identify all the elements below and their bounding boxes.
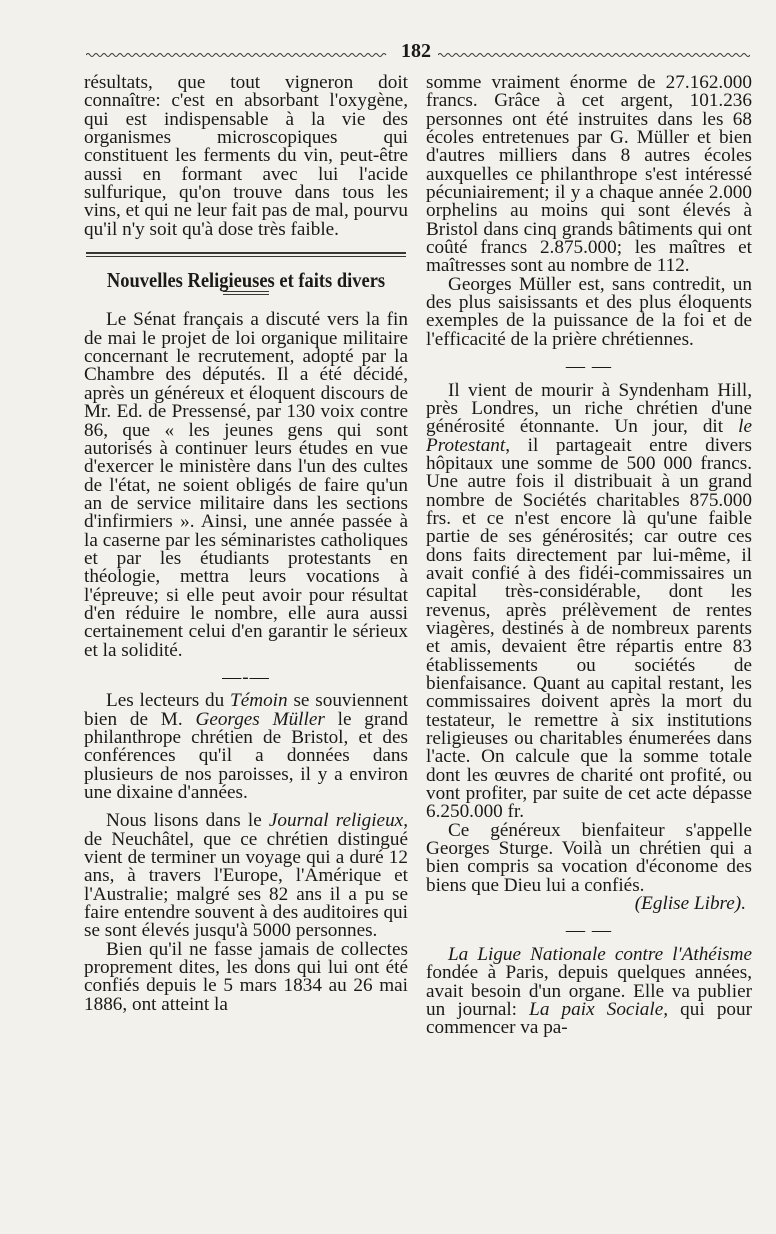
paragraph-sturge: Ce généreux bienfaiteur s'appelle Georges Sturge. Voilà un chrétien qui a bien compris sa vocation d'économe des biens que Dieu lui a confiés. xyxy=(426,819,752,896)
page-header xyxy=(86,40,750,68)
organisation-name-ligue: La Ligue Nationale contre l'Athéisme xyxy=(448,943,752,965)
paragraph-ligue: La Ligue Nationale contre l'Athéisme fondée à Paris, depuis quelques années, avait besoin d'un organe. Elle va publier un journal: La paix Sociale, qui pour commencer va pa- xyxy=(426,943,752,1039)
paragraph-syndenham: Il vient de mourir à Syndenham Hill, près Londres, un riche chrétien d'une générosité étonnante. Un jour, dit le Protestant, il partageait entre divers hôpitaux une somme de 500 000 francs. Une autre fois il distribuait à un grand nombre de Sociétés charitables 875.000 frs. et ce n'est encore là qu'une faible partie de ses générosités; car outre ces dons faits directement par lui-même, il avait confié à des fidéi-commissaires un capital très-considérable, dont les revenus, après prélèvement de rentes viagères, destinés à de nombreux parents et amis, devaient être répartis entre 83 établissements ou sociétés de bienfaisance. Quant au capital restant, les commissaires doivent après la mort du testateur, le remettre à six institutions religieuses ou charitables énumerées dans l'acte. On calcule que la somme totale dont les œuvres de charité ont profité, ou vont profiter, par suite de cet acte dépasse 6.250.000 fr. xyxy=(426,379,752,823)
paragraph-temoin-muller: Les lecteurs du Témoin se souviennent bien de M. Georges Müller le grand philanthrope chrétien de Bristol, et des conférences qu'il a données dans plusieurs de nos paroisses, il y a environ une dixaine d'années. xyxy=(84,690,408,804)
double-rule-divider xyxy=(86,252,406,257)
left-column xyxy=(84,74,408,1014)
paragraph-senat: Le Sénat français a discuté vers la fin de mai le projet de loi organique militaire concernant le recrutement, adopté par la Chambre des députés. Il a été décidé, après un généreux et éloquent discours de Mr. Ed. de Pressensé, par 130 voix contre 86, que « les jeunes gens qui sont autorisés à continuer leurs études en vue d'exercer le ministère dans l'un des cultes de l'état, ne soient obligés de faire qu'un an de service militaire dans les sections d'infirmiers ». Ainsi, une année passée à la caserne par les séminaristes catholiques et par les étudiants protestants en théologie, mettra leurs vocations à l'épreuve; si elle peut avoir pour résultat d'en réduire le nombre, elle aura aussi certainement celui d'en garantir le sérieux et la solidité. xyxy=(84,309,408,661)
short-dash-divider: —-— xyxy=(222,666,270,688)
paragraph-wine-oxygen: résultats, que tout vigneron doit connaître: c'est en absorbant l'oxygène, qui est indispensable à la vie des organismes microscopiques qui constituent les ferments du vin, peut-être aussi en formant avec lui l'acide sulfurique, qu'on trouve dans tous les vins, et qui ne leur fait pas de mal, pourvu qu'il n'y soit qu'à dose très faible. xyxy=(84,72,408,240)
section-title: Nouvelles Religieuses et faits divers xyxy=(106,268,386,293)
source-attribution: (Eglise Libre). xyxy=(634,893,746,915)
person-name-muller: Georges Müller xyxy=(195,708,325,730)
journal-name-protestant: le Protestant xyxy=(426,416,752,456)
journal-name-religieux: Journal religieux xyxy=(268,810,404,832)
header-wavy-rule-right xyxy=(438,52,750,58)
header-wavy-rule-left xyxy=(86,52,394,58)
journal-name-paix-sociale: La paix Sociale, xyxy=(529,998,669,1020)
short-dash-divider: — — xyxy=(565,920,613,942)
journal-name-temoin: Témoin xyxy=(230,690,288,712)
page-number: 182 xyxy=(401,40,431,62)
right-column xyxy=(426,74,752,1038)
short-dash-divider: — — xyxy=(565,356,613,378)
paragraph-journal-religieux: Nous lisons dans le Journal religieux, de Neuchâtel, que ce chrétien distingué vient de terminer un voyage qui a duré 12 ans, à travers l'Europe, l'Amérique et l'Australie; malgré ses 82 ans il a pu se faire entendre souvent à des auditoires qui se sont élevés jusqu'à 5000 personnes. xyxy=(84,810,408,942)
paragraph-muller-exemple: Georges Müller est, sans contredit, un des plus saisissants et des plus éloquents exemples de la puissance de la foi et de l'efficacité de la prière chrétiennes. xyxy=(426,273,752,350)
paragraph-dons: Bien qu'il ne fasse jamais de collectes proprement dites, les dons qui lui ont été confiés depuis le 5 mars 1834 au 26 mai 1886, ont atteint la xyxy=(84,938,408,1015)
paragraph-somme: somme vraiment énorme de 27.162.000 francs. Grâce à cet argent, 101.236 personnes ont été instruites dans les 68 écoles entretenues par G. Müller et bien d'autres milliers dans 8 autres écoles auxquelles ce philanthrope s'est intéressé pécuniairement; il y a chaque année 2.000 orphelins au moins qui sont élevés à Bristol dans cinq grands bâtiments qui ont coûté francs 2.875.000; les maîtres et maîtresses sont au nombre de 112. xyxy=(426,72,752,277)
